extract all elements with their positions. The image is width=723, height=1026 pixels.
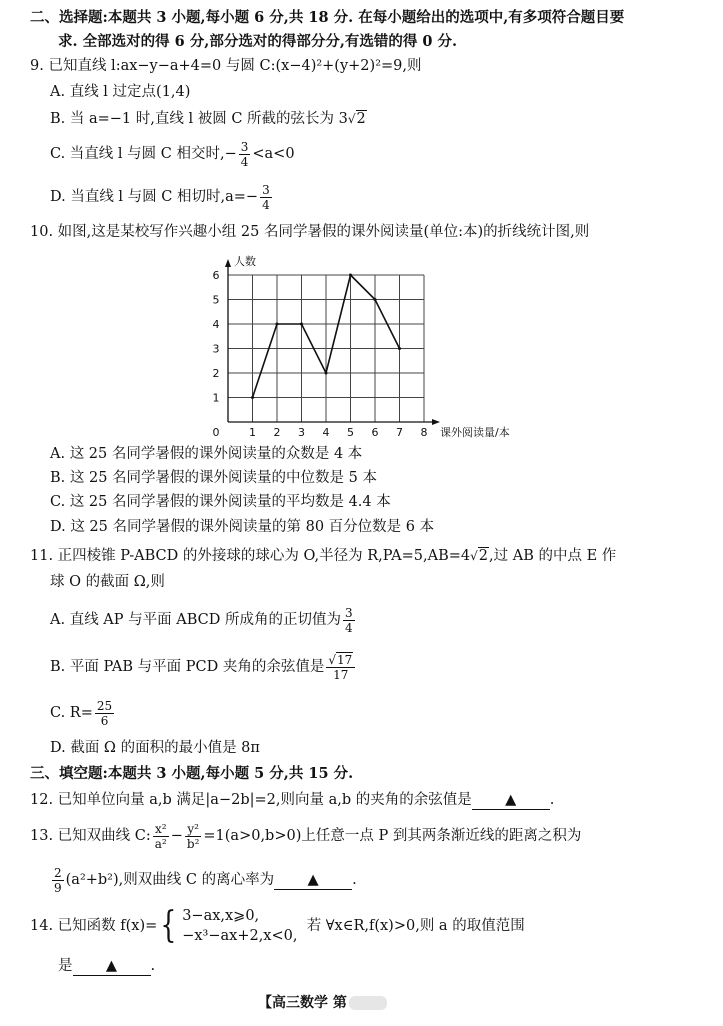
- q11-option-a-fraction: [343, 606, 355, 635]
- data-point: [349, 274, 352, 277]
- q9-stem: 9. 已知直线 l:ax−y−a+4=0 与圆 C:(x−4)²+(y+2)²=9,则: [30, 58, 422, 74]
- q12-end: .: [549, 792, 555, 808]
- q9-option-c: [50, 137, 295, 171]
- q11-option-c-fraction: [95, 699, 114, 728]
- x-axis-arrow: [432, 419, 440, 425]
- q11-stem-end: ,过 AB 的中点 E 作: [489, 548, 617, 564]
- data-point: [398, 347, 401, 350]
- chart-grid: [228, 275, 424, 422]
- chart-tick-labels: [213, 269, 428, 439]
- q13-answer-blank[interactable]: ▲: [274, 871, 352, 890]
- q11-option-b-pre: B. 平面 PAB 与平面 PCD 夹角的余弦值是: [50, 659, 325, 675]
- q11-stem-text: 11. 正四棱锥 P-ABCD 的外接球的球心为 O,半径为 R,PA=5,AB=4: [30, 548, 471, 564]
- section2-title-line1: 二、选择题:本题共 3 小题,每小题 6 分,共 18 分. 在每小题给出的选项中,有多项符合题目要: [30, 9, 625, 26]
- q9-option-d-den: 4: [262, 197, 270, 212]
- q13-line2-num: 2: [54, 865, 62, 880]
- y-tick-label: 5: [212, 293, 220, 307]
- y-tick-label: 6: [212, 269, 220, 282]
- q11-stem-sqrt: 2: [478, 548, 489, 564]
- q10-option-c: C. 这 25 名同学暑假的课外阅读量的平均数是 4.4 本: [50, 494, 391, 510]
- q13-frac2-num: y²: [185, 822, 202, 837]
- data-point: [374, 298, 377, 301]
- x-tick-label: 5: [347, 426, 354, 439]
- q13-end: .: [352, 872, 357, 888]
- q11-stem-line1: 11. 正四棱锥 P-ABCD 的外接球的球心为 O,半径为 R,PA=5,AB=4√2,过 AB 的中点 E 作: [30, 548, 617, 564]
- section2-title-line2: 求. 全部选对的得 6 分,部分选对的得部分分,有选错的得 0 分.: [58, 33, 458, 50]
- chart-ylabel: 人数: [234, 255, 256, 268]
- q11-option-c: [50, 696, 116, 730]
- q11-option-a-num: 3: [344, 605, 353, 620]
- q10-option-a: A. 这 25 名同学暑假的课外阅读量的众数是 4 本: [50, 446, 363, 462]
- x-tick-label: 7: [396, 426, 403, 439]
- page-footer: [258, 992, 387, 1012]
- q9-option-d-pre: D. 当直线 l 与圆 C 相切时,a=−: [50, 189, 259, 205]
- footer-text: 【高三数学 第: [258, 995, 347, 1011]
- q11-option-b-num-sqrt: 17: [337, 652, 353, 667]
- q14-line1: [30, 904, 525, 948]
- q9-option-c-den: 4: [240, 154, 249, 169]
- x-tick-label: 8: [420, 426, 428, 439]
- x-tick-label: 0: [212, 426, 220, 439]
- q9-option-d: [50, 180, 274, 214]
- q14-cases: [182, 906, 297, 946]
- q9-option-b: B. 当 a=−1 时,直线 l 被圆 C 所截的弦长为 3√2: [50, 111, 366, 127]
- q9-option-c-pre: C. 当直线 l 与圆 C 相交时,−: [50, 146, 237, 162]
- q11-option-b-den: 17: [333, 667, 349, 682]
- q14-line2-text: 是: [58, 958, 73, 974]
- y-axis-arrow: [225, 259, 231, 267]
- x-tick-label: 4: [322, 426, 330, 439]
- x-tick-label: 1: [249, 426, 256, 439]
- q9-option-c-num: 3: [240, 139, 249, 154]
- q11-option-d: D. 截面 Ω 的面积的最小值是 8π: [50, 740, 260, 756]
- data-point: [325, 372, 328, 375]
- q11-option-c-pre: C. R=: [50, 705, 93, 721]
- x-tick-label: 2: [273, 426, 281, 439]
- q9-option-b-sqrt: 2: [356, 111, 366, 127]
- q14-line2: [58, 956, 155, 976]
- q12-text: 12. 已知单位向量 a,b 满足|a−2b|=2,则向量 a,b 的夹角的余弦值是: [30, 792, 472, 808]
- q13-post: =1(a>0,b>0)上任意一点 P 到其两条渐近线的距离之积为: [203, 828, 582, 844]
- y-tick-label: 1: [212, 391, 220, 405]
- chart-xlabel: 课外阅读量/本: [440, 426, 510, 439]
- q13-frac1-num: x²: [153, 822, 169, 837]
- y-tick-label: 4: [212, 318, 220, 331]
- q11-option-a-den: 4: [344, 620, 353, 635]
- q14-pre: 14. 已知函数 f(x)=: [30, 918, 158, 934]
- q11-option-a: [50, 603, 357, 637]
- q9-option-c-post: <a<0: [252, 146, 295, 162]
- data-point: [276, 323, 279, 326]
- x-tick-label: 3: [298, 426, 305, 439]
- q11-option-a-pre: A. 直线 AP 与平面 ABCD 所成角的正切值为: [50, 612, 341, 628]
- section3-title: 三、填空题:本题共 3 小题,每小题 5 分,共 15 分.: [30, 765, 354, 782]
- q13-frac2: [185, 822, 202, 851]
- data-point: [300, 323, 303, 326]
- q9-option-b-text: B. 当 a=−1 时,直线 l 被圆 C 所截的弦长为 3: [50, 111, 348, 127]
- q14-end: .: [150, 958, 156, 974]
- q13-line2-frac: [52, 866, 64, 895]
- q14-brace: {: [160, 905, 177, 946]
- q11-option-b: [50, 650, 357, 684]
- chart-axes: [225, 259, 440, 425]
- q11-option-b-fraction: [326, 653, 355, 682]
- q10-stem: 10. 如图,这是某校写作兴趣小组 25 名同学暑假的课外阅读量(单位:本)的折线统计图,则: [30, 224, 590, 240]
- q12-answer-blank[interactable]: ▲: [472, 791, 550, 810]
- q13-minus: −: [170, 828, 183, 844]
- q13-pre: 13. 已知双曲线 C:: [30, 828, 151, 844]
- q14-case1: 3−ax,x⩾0,: [182, 908, 260, 924]
- q13-frac2-den: b²: [186, 836, 200, 851]
- q10-option-d: D. 这 25 名同学暑假的课外阅读量的第 80 百分位数是 6 本: [50, 519, 435, 535]
- q13-line2: [50, 862, 357, 898]
- q9-option-a: A. 直线 l 过定点(1,4): [50, 84, 191, 100]
- q11-option-c-num: 25: [96, 698, 113, 713]
- q13-frac1: [153, 822, 169, 851]
- q9-option-d-fraction: [260, 183, 272, 212]
- q9-option-d-num: 3: [262, 182, 270, 197]
- q14-post: 若 ∀x∈R,f(x)>0,则 a 的取值范围: [306, 918, 525, 934]
- q11-option-c-den: 6: [100, 713, 109, 728]
- y-tick-label: 3: [212, 342, 220, 356]
- q11-option-b-num: √17: [326, 653, 355, 668]
- q14-case2: −x³−ax+2,x<0,: [182, 928, 298, 944]
- q13-line2-text: (a²+b²),则双曲线 C 的离心率为: [65, 872, 275, 888]
- q14-answer-blank[interactable]: ▲: [73, 957, 151, 976]
- footer-smudge: [349, 996, 387, 1010]
- q10-line-chart: [190, 244, 520, 440]
- x-tick-label: 6: [371, 426, 379, 439]
- q13-line2-den: 9: [54, 880, 62, 895]
- y-tick-label: 2: [212, 367, 220, 380]
- q11-stem-line2: 球 O 的截面 Ω,则: [50, 574, 165, 590]
- q13-line1: [30, 818, 581, 854]
- q9-option-c-fraction: [239, 140, 251, 169]
- data-point: [251, 396, 254, 399]
- q13-frac1-den: a²: [154, 836, 167, 851]
- q12: [30, 790, 554, 810]
- q10-option-b: B. 这 25 名同学暑假的课外阅读量的中位数是 5 本: [50, 470, 377, 486]
